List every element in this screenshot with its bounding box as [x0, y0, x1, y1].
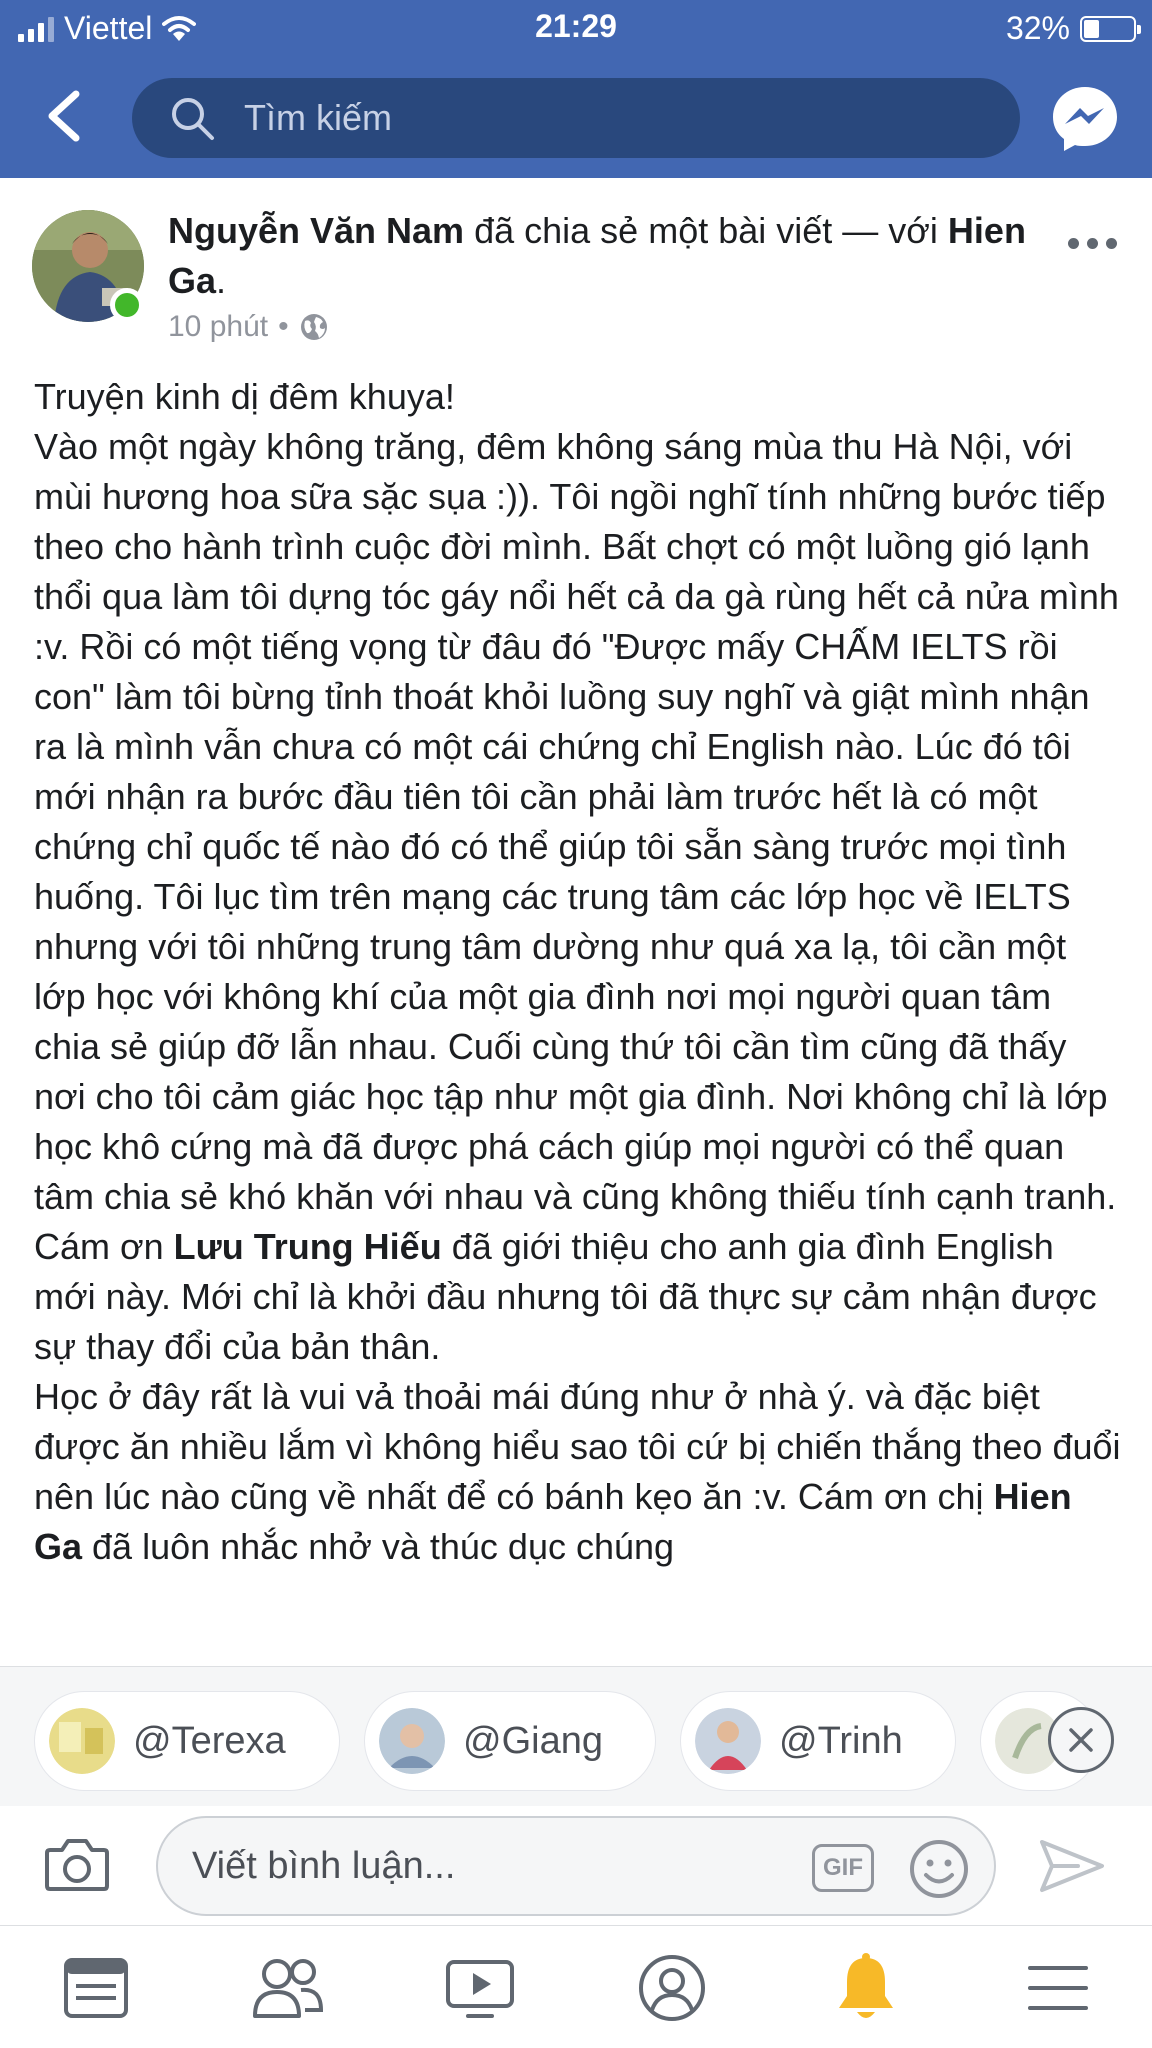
menu-icon: [1026, 1960, 1090, 2016]
online-status-dot: [110, 288, 144, 322]
notifications-bell-icon: [833, 1952, 899, 2024]
text-segment: đã luôn nhắc nhở và thúc dục chúng: [82, 1526, 675, 1567]
comment-composer: [0, 1806, 1152, 1926]
profile-icon: [637, 1953, 707, 2023]
battery-icon: [1080, 16, 1136, 42]
tab-watch[interactable]: [440, 1948, 520, 2028]
tab-profile[interactable]: [632, 1948, 712, 2028]
top-bar: [0, 0, 1152, 178]
status-bar: [0, 0, 1152, 58]
mention-chip[interactable]: [34, 1691, 340, 1791]
mention-chip[interactable]: [364, 1691, 656, 1791]
post-body: [34, 372, 1124, 1664]
carrier-name: Viettel: [64, 10, 153, 46]
emoji-icon[interactable]: [908, 1838, 970, 1900]
avatar: [49, 1708, 115, 1774]
gif-button[interactable]: GIF: [812, 1844, 874, 1892]
post-paragraph: Vào một ngày không trăng, đêm không sáng mùa thu Hà Nội, với mùi hương hoa sữa sặc sụa :)). Tôi ngồi nghĩ tính những bước tiếp theo cho hành trình cuộc đời mình. Bất chợt có một luồng gió lạnh thổi qua làm tôi dựng tóc gáy nổi hết cả da gà rùng hết cả nửa mình :v. Rồi có một tiếng vọng từ đâu đó "Được mấy CHẤM IELTS rồi con" làm tôi bừng tỉnh thoát khỏi luồng suy nghĩ và giật mình nhận ra là mình vẫn chưa có một cái chứng chỉ English nào. Lúc đó tôi mới nhận ra bước đầu tiên tôi cần phải làm trước hết là có một chứng chỉ quốc tế nào đó có thể giúp tôi sẵn sàng trước mọi tình huống. Tôi lục tìm trên mạng các trung tâm các lớp học về IELTS nhưng với tôi những trung tâm dường như quá xa lạ, tôi cần một lớp học với không khí của một gia đình nơi mọi người quan tâm chia sẻ giúp đỡ lẫn nhau. Cuối cùng thứ tôi cần tìm cũng đã thấy nơi cho tôi cảm giác học tập như một gia đình. Nơi không chỉ là lớp học khô cứng mà đã được phá cách giúp mọi người có thể quan tâm chia sẻ khó khăn với nhau và cũng không thiếu tính cạnh tranh.: [34, 426, 1119, 1217]
messenger-icon[interactable]: [1050, 84, 1120, 154]
author-name[interactable]: Nguyễn Văn Nam: [168, 210, 465, 251]
back-button[interactable]: [40, 86, 90, 146]
text-segment: đã giới thiệu cho anh gia đình English mới này. Mới chỉ là khởi đầu nhưng tôi đã thực sự cảm nhận được sự thay đổi của bản thân.: [34, 1226, 1097, 1367]
post-title: [168, 206, 1048, 306]
text-segment: Cám ơn: [34, 1226, 174, 1267]
post-time[interactable]: 10 phút: [168, 310, 269, 343]
watch-icon: [444, 1956, 516, 2020]
battery-percent: 32%: [1005, 10, 1070, 46]
title-period: .: [216, 260, 227, 301]
meta-separator: •: [278, 310, 289, 343]
search-icon: [168, 94, 216, 142]
bottom-tab-bar: [0, 1926, 1152, 2048]
clock: 21:29: [535, 8, 617, 44]
search-placeholder: Tìm kiếm: [244, 97, 392, 138]
send-icon[interactable]: [1038, 1836, 1106, 1896]
friends-icon: [251, 1954, 325, 2022]
mention-name: @Terexa: [133, 1719, 286, 1762]
news-feed-icon: [62, 1956, 130, 2020]
post-text-line: Truyện kinh dị đêm khuya!: [34, 376, 455, 417]
mention-chip[interactable]: [680, 1691, 956, 1791]
text-segment: Học ở đây rất là vui vả thoải mái đúng như ở nhà ý. và đặc biệt được ăn nhiều lắm vì không hiểu sao tôi cứ bị chiến thắng theo đuổi nên lúc nào cũng về nhất để có bánh kẹo ăn :v. Cám ơn chị: [34, 1376, 1121, 1517]
mention-link[interactable]: Lưu Trung Hiếu: [173, 1226, 442, 1267]
search-bar[interactable]: [132, 78, 1020, 158]
share-action-text: đã chia sẻ một bài viết — với: [474, 210, 938, 251]
more-options-button[interactable]: [1068, 228, 1124, 258]
post-paragraph-class: [34, 1372, 1124, 1572]
comment-field[interactable]: [156, 1816, 996, 1916]
tab-menu[interactable]: [1018, 1948, 1098, 2028]
post-meta: [168, 310, 329, 344]
tagged-friend[interactable]: Hien Ga: [168, 210, 1026, 301]
tab-news-feed[interactable]: [56, 1948, 136, 2028]
close-icon: [1066, 1725, 1096, 1755]
tab-friends[interactable]: [248, 1948, 328, 2028]
close-suggestions-button[interactable]: [1048, 1707, 1114, 1773]
avatar: [695, 1708, 761, 1774]
battery-group: [1006, 10, 1136, 47]
mention-link[interactable]: Hien Ga: [34, 1476, 1072, 1567]
mention-name: @Giang: [463, 1719, 603, 1762]
camera-icon[interactable]: [44, 1834, 110, 1894]
avatar: [379, 1708, 445, 1774]
post-paragraph-thanks: [34, 1222, 1124, 1372]
post-header: [0, 178, 1152, 364]
comment-input[interactable]: [192, 1818, 792, 1914]
tab-notifications[interactable]: [826, 1948, 906, 2028]
mention-name: @Trinh: [779, 1719, 903, 1762]
mention-suggestions: [0, 1666, 1152, 1806]
globe-icon: [299, 312, 329, 342]
